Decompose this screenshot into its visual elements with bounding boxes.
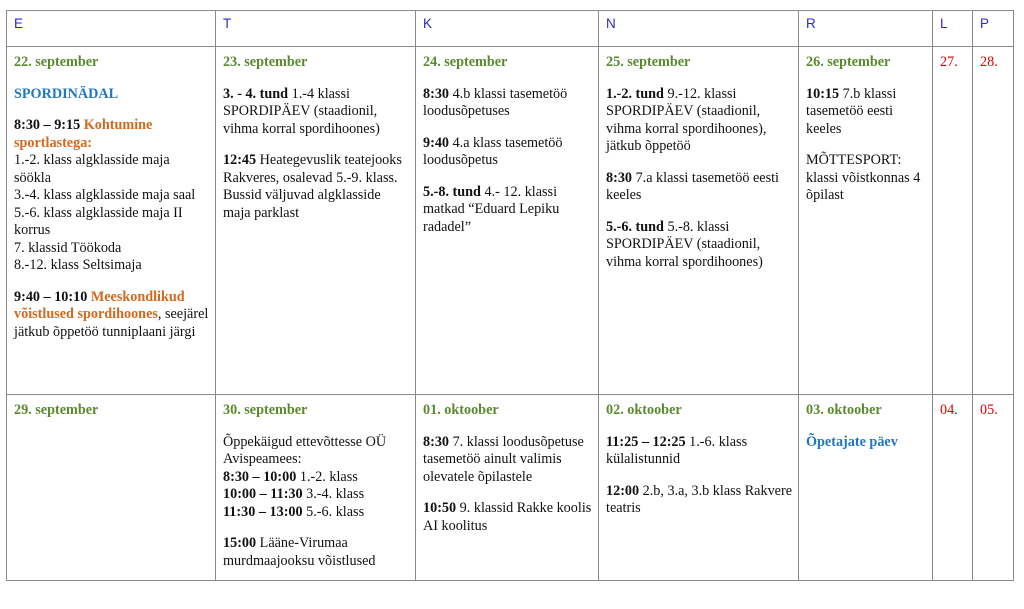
event-text: 4.- 12. klassi matkad “Eduard Lepiku radadel”: [423, 183, 560, 235]
event-text: 1.-6. klass külalistunnid: [606, 433, 748, 467]
event-title: Meeskondlikud võistlused spordihoones: [14, 288, 185, 322]
event-text: 5.-8. klassi SPORDIPÄEV (staadionil, vihma korral spordihoones): [606, 218, 763, 270]
cell-thu-02: [599, 395, 799, 581]
event-item: [423, 135, 593, 170]
event-time: 8:30 – 9:15: [14, 117, 81, 133]
cell-mon-29: [7, 395, 216, 581]
event-text: 5.-6. klass: [306, 503, 365, 520]
header-day-sat: L: [933, 11, 973, 47]
event-time: 10:00 – 11:30: [223, 486, 303, 502]
meeting-line: 7. klassid Töökoda: [14, 239, 122, 256]
date-label: 30. september: [223, 402, 308, 418]
date-label: 23. september: [223, 54, 308, 70]
header-day-fri: R: [799, 11, 933, 47]
event-time: 8:30: [423, 433, 450, 450]
meeting-line: 8.-12. klass Seltsimaja: [14, 257, 142, 273]
date-label: 29. september: [14, 402, 99, 418]
event-item: [606, 483, 793, 518]
event-text: 7. klassi loodusõpetuse tasemetöö ainult valimis olevatele õpilastele: [423, 433, 584, 485]
date-label: 01. oktoober: [423, 402, 499, 418]
cell-tue-30: [216, 395, 416, 581]
event-title: Kohtumine sportlastega:: [14, 117, 153, 151]
event-text: 2.b, 3.a, 3.b klass Rakvere teatris: [606, 482, 792, 516]
header-day-mon: E: [7, 11, 216, 47]
event-text: Õppekäigud ettevõttesse OÜ Avispeamees:: [223, 433, 387, 467]
event-time: 10:15: [806, 85, 840, 102]
header-day-wed: K: [416, 11, 599, 47]
event-competitions: [14, 289, 210, 342]
event-time: 8:30: [606, 169, 633, 186]
meeting-line: 1.-2. klass algklasside maja söökla: [14, 152, 170, 186]
sports-week-banner: SPORDINÄDAL: [14, 85, 119, 102]
event-time: 11:30 – 13:00: [223, 503, 303, 520]
excursion-slot: [223, 504, 410, 522]
weekend-date: 27.: [940, 54, 958, 70]
event-time: 3. - 4. tund: [223, 85, 289, 102]
event-item: [806, 86, 927, 139]
weekly-calendar-table: [6, 10, 1014, 581]
event-item: [423, 86, 593, 121]
event-text: 1.-4 klassi SPORDIPÄEV (staadionil, vihma korral spordihoones): [223, 85, 380, 137]
event-time: 12:45: [223, 152, 257, 168]
event-item: [606, 170, 793, 205]
cell-thu-25: [599, 47, 799, 395]
event-text: seejärel jätkub õppetöö tunniplaani järgi: [14, 306, 209, 340]
event-time: 15:00: [223, 535, 257, 551]
event-time: 11:25 – 12:25: [606, 433, 686, 450]
cell-fri-03: [799, 395, 933, 581]
header-day-thu: N: [599, 11, 799, 47]
event-item: [606, 434, 793, 469]
event-item: [806, 152, 927, 205]
weekend-date: 05.: [980, 402, 998, 418]
meeting-line: 3.-4. klass algklasside maja saal: [14, 187, 196, 203]
date-label: 02. oktoober: [606, 402, 682, 418]
event-item: [223, 535, 410, 570]
event-text: 3.-4. klass: [306, 486, 365, 502]
event-text: 9.-12. klassi SPORDIPÄEV (staadionil, vihma korral spordihoones), jätkub õppetöö: [606, 85, 767, 154]
week-row-1: [7, 47, 1014, 395]
event-time: 8:30 – 10:00: [223, 468, 297, 485]
event-text: 7.a klassi tasemetöö eesti keeles: [606, 169, 779, 203]
event-time: 5.-8. tund: [423, 183, 481, 200]
week-row-2: [7, 395, 1014, 581]
date-label: 25. september: [606, 54, 691, 70]
event-text: 7.b klassi tasemetöö eesti keeles: [806, 85, 897, 137]
event-time: 1.-2. tund: [606, 85, 664, 102]
event-time: 9:40: [423, 134, 450, 151]
excursion-slot: [223, 486, 410, 504]
event-text: 4.a klass tasemetöö loodusõpetus: [423, 134, 563, 168]
event-excursions: [223, 434, 410, 522]
cell-wed-01: [416, 395, 599, 581]
event-text: 4.b klassi tasemetöö loodusõpetuses: [423, 85, 568, 119]
cell-sat-27: [933, 47, 973, 395]
cell-tue-23: [216, 47, 416, 395]
event-item: [423, 184, 593, 237]
cell-sat-04: [933, 395, 973, 581]
event-item: [423, 500, 593, 535]
event-item: [223, 86, 410, 139]
event-meeting: [14, 117, 210, 275]
event-time: 9:40 – 10:10: [14, 288, 88, 305]
header-row: [7, 11, 1014, 47]
event-time: 12:00: [606, 482, 640, 499]
date-label: 24. september: [423, 54, 508, 70]
cell-sun-05: [973, 395, 1014, 581]
event-text: 9. klassid Rakke koolis AI koolitus: [423, 500, 592, 534]
excursion-slot: [223, 469, 410, 487]
header-day-tue: T: [216, 11, 416, 47]
cell-mon-22: [7, 47, 216, 395]
header-day-sun: P: [973, 11, 1014, 47]
event-text: Heategevuslik teatejooks Rakveres, osalevad 5.-9. klass. Bussid väljuvad algklasside maja parklast: [223, 152, 402, 221]
cell-sun-28: [973, 47, 1014, 395]
date-label: 22. september: [14, 54, 99, 70]
cell-fri-26: [799, 47, 933, 395]
event-item: [223, 152, 410, 222]
date-label: 03. oktoober: [806, 402, 882, 418]
weekend-date: 28.: [980, 54, 998, 70]
event-time: 10:50: [423, 500, 457, 516]
event-item: [606, 86, 793, 156]
event-time: 5.-6. tund: [606, 218, 664, 235]
event-comma: ,: [157, 306, 162, 322]
cell-wed-24: [416, 47, 599, 395]
event-time: 8:30: [423, 85, 450, 102]
weekend-date: 04.: [940, 402, 958, 418]
event-text: 1.-2. klass: [299, 468, 358, 485]
teachers-day-banner: Õpetajate päev: [806, 433, 898, 450]
event-item: [423, 434, 593, 487]
event-item: [606, 219, 793, 272]
event-text: Lääne-Virumaa murdmaajooksu võistlused: [223, 535, 376, 569]
date-label: 26. september: [806, 54, 891, 70]
meeting-line: 5.-6. klass algklasside maja II korrus: [14, 204, 183, 238]
event-text: MÕTTESPORT: klassi võistkonnas 4 õpilast: [806, 152, 921, 203]
